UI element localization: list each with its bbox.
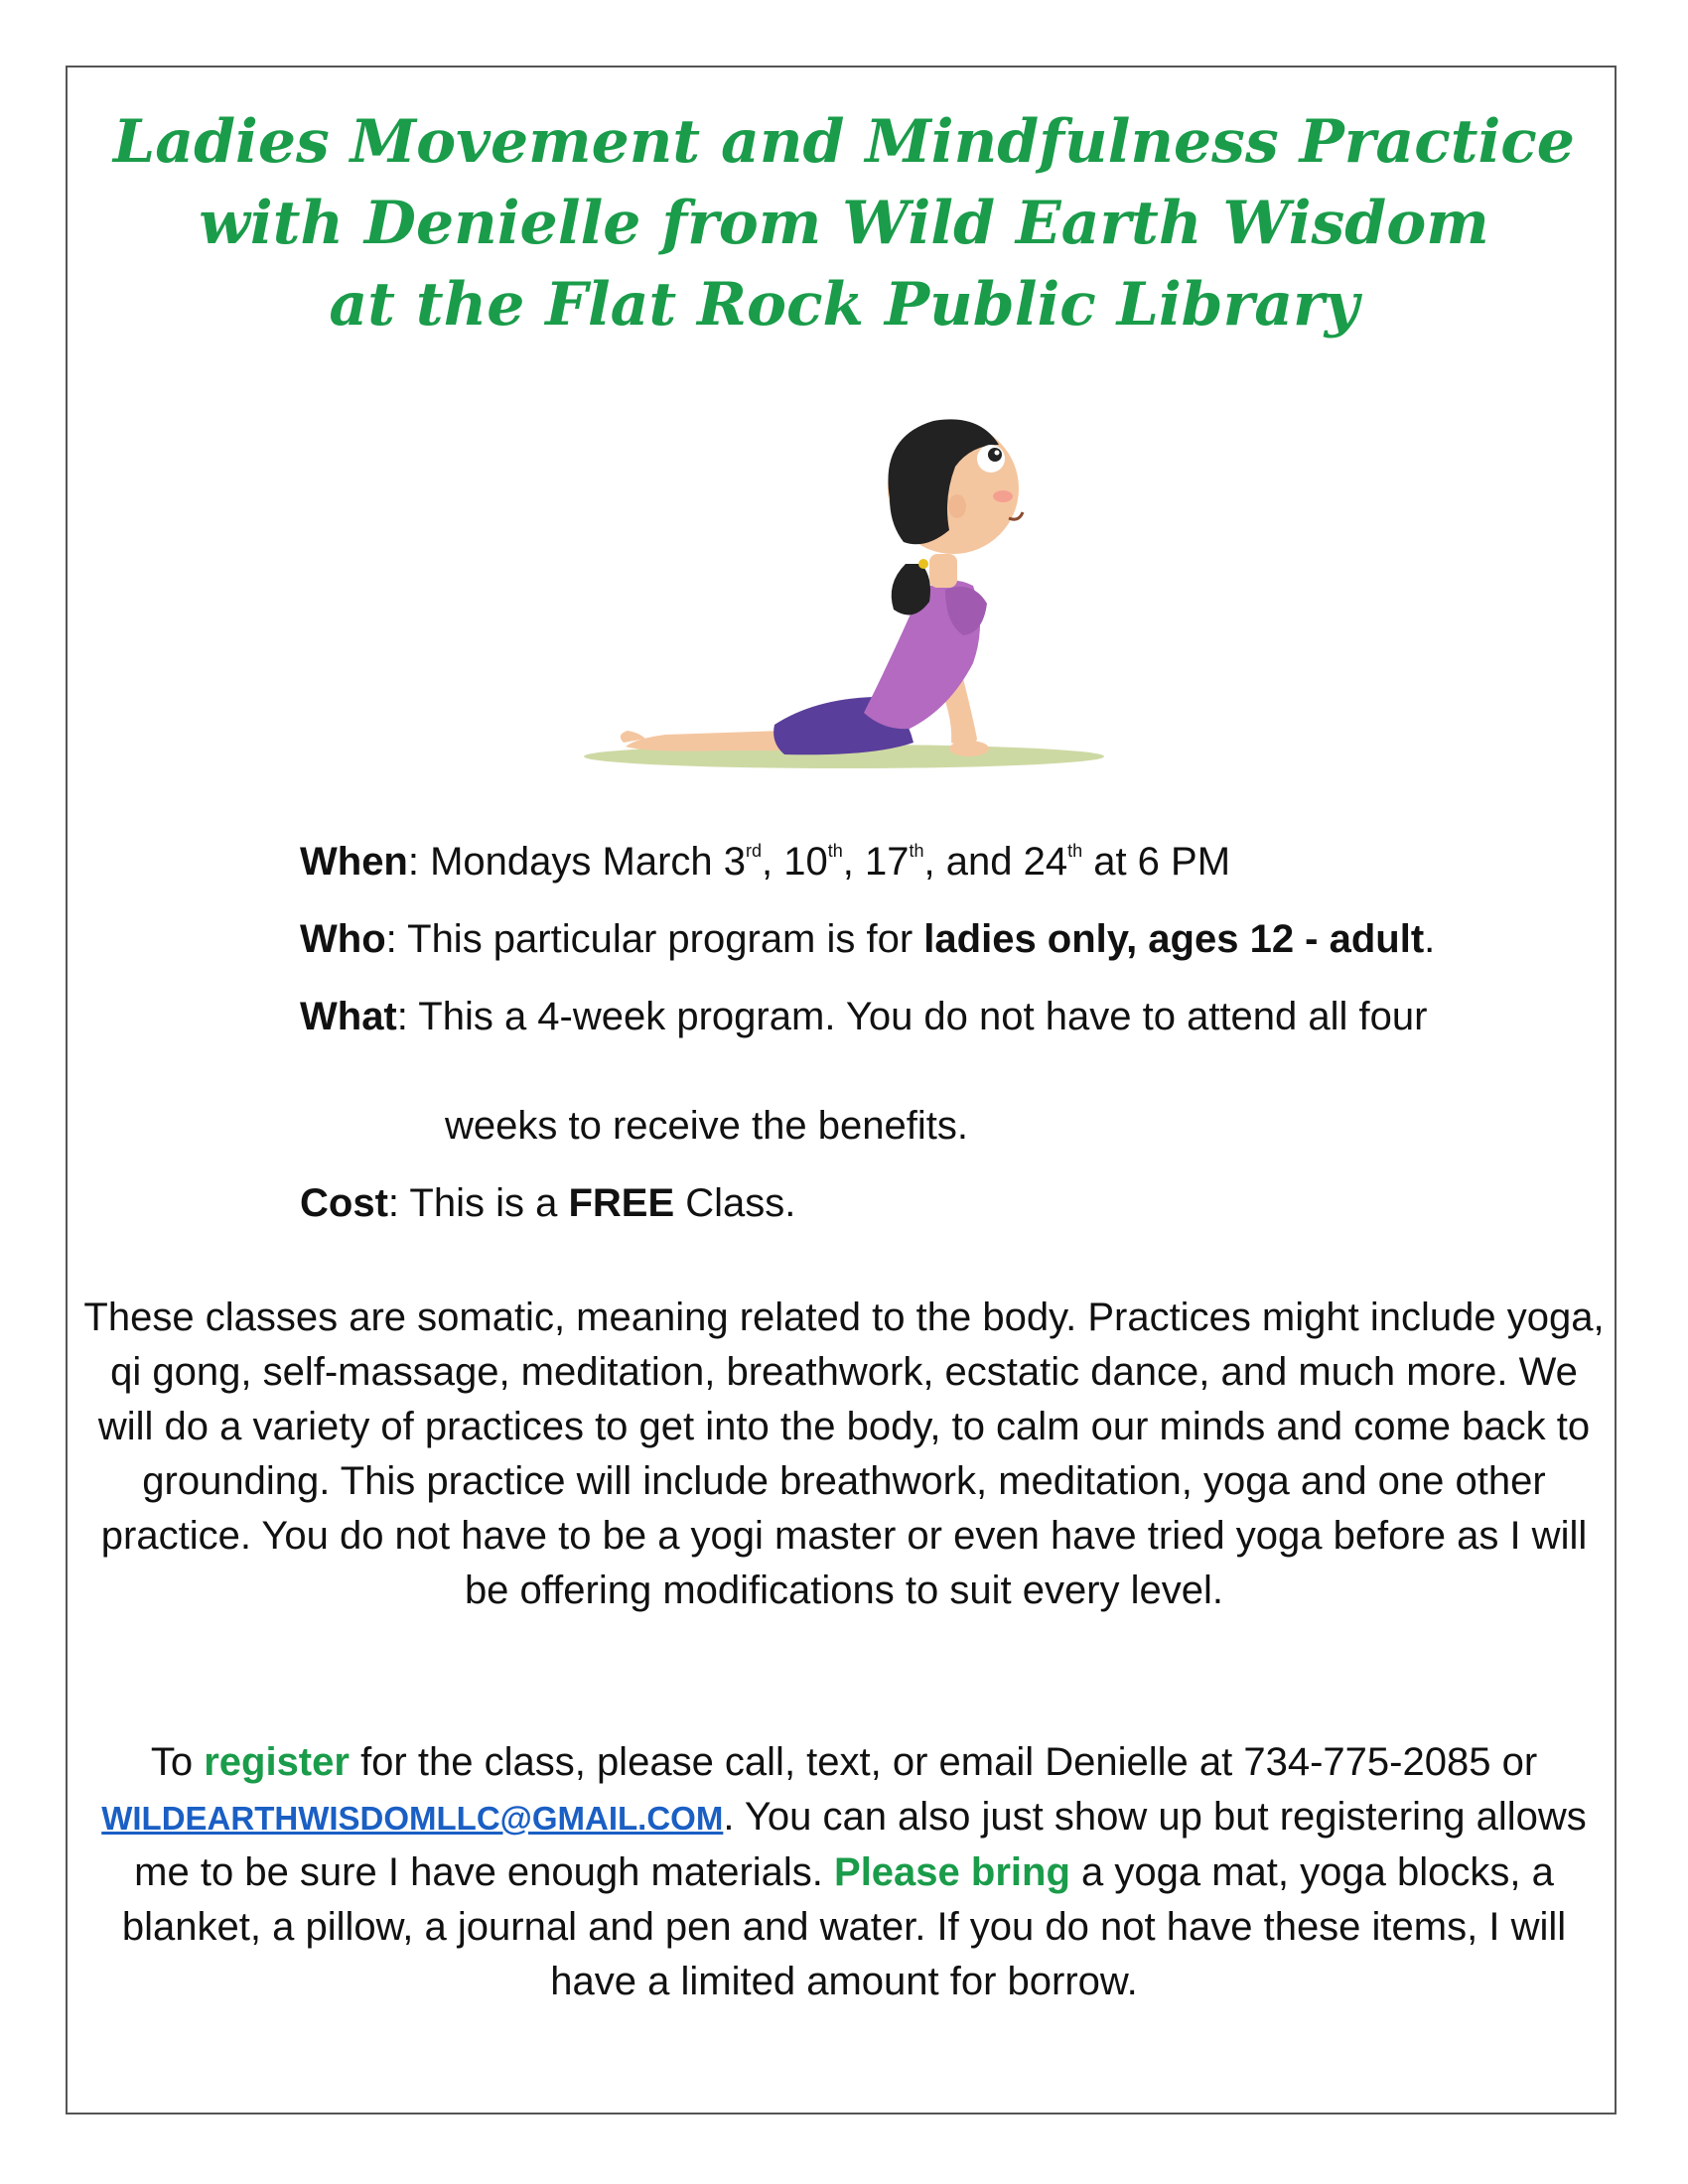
what-text: : This a 4-week program. You do not have to attend all four <box>396 995 1428 1038</box>
who-row <box>300 909 1591 987</box>
register-keyword: register <box>204 1740 350 1784</box>
registration-paragraph <box>79 1735 1609 2009</box>
cost-text: : This is a <box>387 1181 569 1225</box>
title-line-2: with Denielle from Wild Earth Wisdom <box>199 189 1489 258</box>
when-row <box>300 832 1591 909</box>
when-text: , 17 <box>842 840 910 884</box>
when-suffix: th <box>827 841 843 861</box>
please-bring-keyword: Please bring <box>834 1850 1070 1894</box>
when-text: at 6 PM <box>1082 840 1231 884</box>
cost-row <box>300 1173 1591 1251</box>
when-text: , 10 <box>762 840 828 884</box>
register-text: a yoga mat, yoga blocks, a blanket, a pillow, a journal and pen and water. If you do not have these items, I will have a limited amount for borrow. <box>121 1850 1567 2003</box>
who-text: : This particular program is for <box>385 917 924 961</box>
when-suffix: rd <box>746 841 763 861</box>
when-label: When <box>300 840 408 884</box>
cost-free: FREE <box>568 1181 675 1225</box>
cost-text: Class. <box>674 1181 796 1225</box>
email-link[interactable]: WILDEARTHWISDOMLLC@GMAIL.COM <box>101 1800 724 1837</box>
when-suffix: th <box>909 841 924 861</box>
what-row <box>300 987 1591 1064</box>
who-audience: ladies only, ages 12 - adult <box>923 917 1425 961</box>
what-label: What <box>300 995 397 1038</box>
when-suffix: th <box>1067 841 1083 861</box>
yoga-girl-illustration <box>576 415 1112 782</box>
who-text: . <box>1424 917 1436 961</box>
register-text: for the class, please call, text, or email Denielle at 734-775-2085 or <box>349 1740 1538 1784</box>
register-text: To <box>150 1740 205 1784</box>
when-text: , and 24 <box>923 840 1068 884</box>
cost-label: Cost <box>300 1181 388 1225</box>
register-text: . You can also just show up but registering allows me to be sure I have enough materials. <box>134 1795 1587 1894</box>
event-details <box>300 832 1591 1251</box>
when-text: : Mondays March 3 <box>407 840 747 884</box>
flyer-title <box>66 101 1622 345</box>
title-line-1: Ladies Movement and Mindfulness Practice <box>113 107 1575 177</box>
what-row-continued: weeks to receive the benefits. <box>445 1104 968 1148</box>
who-label: Who <box>300 917 386 961</box>
description-paragraph: These classes are somatic, meaning related to the body. Practices might include yoga, qi gong, self-massage, meditation, breathwork, ecstatic dance, and much more. We will do a variety of practices to get into the body, to calm our minds and come back to grounding. This practice will include breathwork, meditation, yoga and one other practice. You do not have to be a yogi master or even have tried yoga before as I will be offering modifications to suit every level. <box>83 1296 1605 1612</box>
title-line-3: at the Flat Rock Public Library <box>329 270 1359 340</box>
